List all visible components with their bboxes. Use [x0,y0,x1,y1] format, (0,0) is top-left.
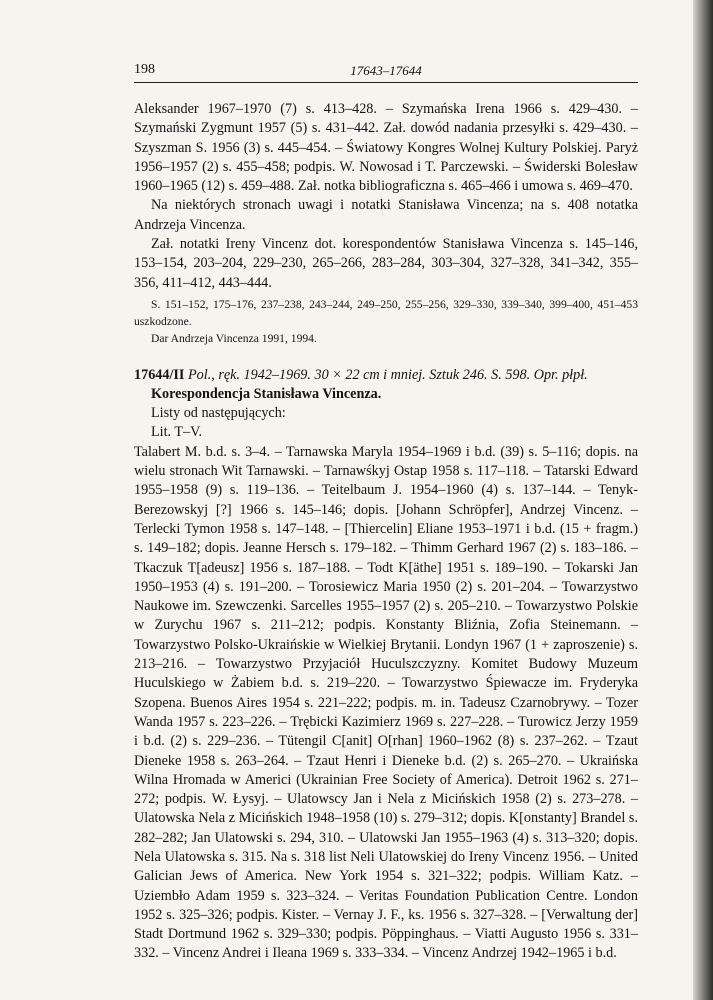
page-content [134,100,638,964]
entry-17643-note-1: Na niektórych stronach uwagi i notatki Stanisława Vincenza; na s. 408 notatka Andrzeja Vincenza. [134,197,638,233]
entry-17644-title: Korespondencja Stanisława Vincenza. [151,385,382,402]
entry-17643-damage-note: S. 151–152, 175–176, 237–238, 243–244, 249–250, 255–256, 329–330, 339–340, 399–400, 451–453 uszkodzone. [134,297,638,329]
entry-17643-continuation: Aleksander 1967–1970 (7) s. 413–428. – Szymańska Irena 1966 s. 429–430. – Szymański Zygmunt 1957 (5) s. 431–442. Zał. dowód nadania przesyłki s. 429–430. – Szyszman S. 1956 (3) s. 445–454. – Światowy Kongres Wolnej Kultury Polskiej. Paryż 1956–1957 (2) s. 455–458; podpis. W. Nowosad i T. Parczewski. – Świderski Bolesław 1960–1965 (12) s. 459–488. Zał. notka bibliograficzna s. 465–466 i umowa s. 469–470. [134,101,638,195]
running-header [134,60,638,83]
page-number: 198 [134,62,155,77]
entry-17643-provenance: Dar Andrzeja Vincenza 1991, 1994. [151,332,317,346]
entry-17644-body: Talabert M. b.d. s. 3–4. – Tarnawska Maryla 1954–1969 i b.d. (39) s. 5–116; dopis. na wielu stronach Wit Tarnawski. – Tarnawśkyj Ostap 1958 s. 117–118. – Tatarski Edward 1955–1958 (9) s. 119–136. – Teitelbaum J. 1954–1960 (4) s. 137–144. – Tenyk-Berezowskyj [?] 1966 s. 145–146; dopis. [Johann Schröpfer], Andrzej Vincenz. – Terlecki Tymon 1958 s. 147–148. – [Thiercelin] Eliane 1953–1971 i b.d. (15 + fragm.) s. 149–182; dopis. Jeanne Hersch s. 179–182. – Thimm Gerhard 1967 (2) s. 183–186. – Tkaczuk T[adeusz] 1956 s. 187–188. – Todt K[äthe] 1951 s. 189–190. – Tokarski Jan 1950–1953 (4) s. 191–200. – Torosiewicz Maria 1950 (2) s. 201–204. – Towarzystwo Naukowe im. Szewczenki. Sarcelles 1955–1957 (2) s. 205–210. – Towarzystwo Polskie w Zurychu 1967 s. 211–212; podpis. Konstanty Bliźnia, Zofia Steinemann. – Towarzystwo Polsko-Ukraińskie w Wielkiej Brytanii. Londyn 1967 (1 + zaproszenie) s. 213–216. – Towarzystwo Przyjaciół Huculszczyzny. Komitet Budowy Muzeum Huculskiego w Żabiem b.d. s. 219–220. – Towarzystwo Śpiewacze im. Fryderyka Szopena. Buenos Aires 1954 s. 221–222; podpis. m. in. Tadeusz Czarnobrywy. – Tozer Wanda 1957 s. 223–226. – Trębicki Kazimierz 1969 s. 227–228. – Turowicz Jerzy 1959 i b.d. (2) s. 229–236. – Tütengil C[anit] O[rhan] 1960–1962 (8) s. 237–262. – Tzaut Dieneke 1958 s. 263–264. – Tzaut Henri i Dieneke b.d. (2) s. 265–270. – Ukraińska Wilna Hromada w Americi (Ukrainian Free Society of America). Detroit 1962 s. 271–272; podpis. W. Łysyj. – Ulatowscy Jan i Nela z Micińskich 1958 (2) s. 273–278. – Ulatowska Nela z Micińskich 1948–1958 (10) s. 279–312; dopis. K[onstanty] Brandel s. 282–282; Jan Ulatowski s. 294, 310. – Ulatowski Jan 1955–1963 (4) s. 313–320; dopis. Nela Ulatowska s. 315. Na s. 318 list Neli Ulatowskiej do Ireny Vincenz 1956. – United Galician Jews of America. New York 1954 s. 321–322; podpis. William Katz. – Uziembło Adam 1959 s. 323–324. – Veritas Foundation Publication Centre. London 1952 s. 325–326; podpis. Kister. – Vernay J. F., ks. 1956 s. 327–328. – [Verwaltung der] Stadt Dortmund 1962 s. 329–330; podpis. Pöppinghaus. – Viatti Augusto 1956 s. 331–332. – Vincenz Andrei i Ileana 1969 s. 333–334. – Vincenz Andrzej 1942–1965 i b.d. [134,443,638,962]
entry-17644-header [134,366,638,385]
entry-17643-note-2: Zał. notatki Ireny Vincenz dot. korespondentów Stanisława Vincenza s. 145–146, 153–154, 203–204, 229–230, 265–266, 283–284, 303–304, 327–328, 341–342, 355–356, 411–412, 443–444. [134,236,638,291]
entry-17644-letters: Lit. T–V. [151,424,203,441]
entry-17644-intro: Listy od następujących: [151,405,286,422]
entry-17644-description: Pol., ręk. 1942–1969. 30 × 22 cm i mniej. Sztuk 246. S. 598. Opr. płpł. [188,366,588,383]
entry-17644-signature: 17644/II [134,366,185,383]
page-edge-shadow [693,0,713,1000]
entry-range: 17643–17644 [350,63,422,78]
